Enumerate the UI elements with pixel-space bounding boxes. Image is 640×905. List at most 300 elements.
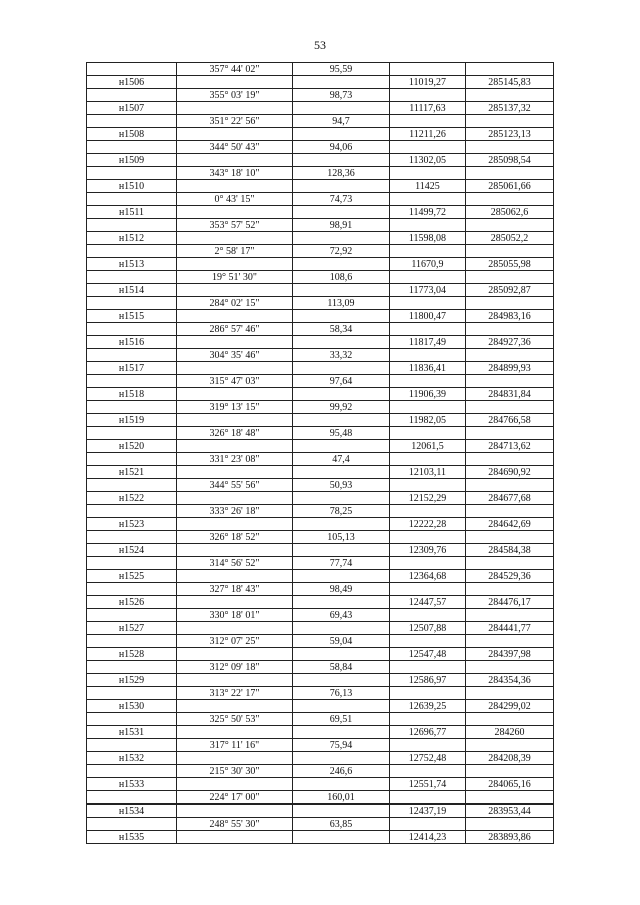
segment-length: 50,93 (293, 479, 390, 492)
empty-cell (87, 739, 177, 752)
empty-cell (390, 219, 466, 232)
empty-cell (177, 804, 293, 818)
coordinate-y: 284584,38 (466, 544, 554, 557)
empty-cell (466, 505, 554, 518)
empty-cell (390, 479, 466, 492)
direction-angle: 0° 43' 15" (177, 193, 293, 206)
coordinate-y: 283953,44 (466, 804, 554, 818)
segment-length: 97,64 (293, 375, 390, 388)
empty-cell (177, 336, 293, 349)
segment-length: 98,49 (293, 583, 390, 596)
point-name: н1532 (87, 752, 177, 765)
point-row (87, 831, 554, 844)
empty-cell (293, 284, 390, 297)
coordinate-y: 283893,86 (466, 831, 554, 844)
segment-row (87, 479, 554, 492)
empty-cell (177, 128, 293, 141)
coordinate-x: 12222,28 (390, 518, 466, 531)
point-name: н1510 (87, 180, 177, 193)
coordinate-x: 12586,97 (390, 674, 466, 687)
point-name: н1531 (87, 726, 177, 739)
point-name: н1517 (87, 362, 177, 375)
empty-cell (87, 479, 177, 492)
point-name: н1522 (87, 492, 177, 505)
coordinate-y: 284766,58 (466, 414, 554, 427)
direction-angle: 19° 51' 30" (177, 271, 293, 284)
coordinate-x: 11598,08 (390, 232, 466, 245)
point-row (87, 700, 554, 713)
point-row (87, 258, 554, 271)
empty-cell (390, 297, 466, 310)
empty-cell (87, 115, 177, 128)
segment-row (87, 687, 554, 700)
point-name: н1520 (87, 440, 177, 453)
direction-angle: 327° 18' 43" (177, 583, 293, 596)
coordinate-y: 284713,62 (466, 440, 554, 453)
segment-row (87, 323, 554, 336)
direction-angle: 355° 03' 19" (177, 89, 293, 102)
coordinate-x: 11670,9 (390, 258, 466, 271)
empty-cell (177, 310, 293, 323)
coordinate-y: 284642,69 (466, 518, 554, 531)
direction-angle: 357° 44' 02" (177, 63, 293, 76)
segment-row (87, 427, 554, 440)
empty-cell (293, 492, 390, 505)
empty-cell (293, 752, 390, 765)
empty-cell (177, 440, 293, 453)
segment-length: 94,06 (293, 141, 390, 154)
empty-cell (87, 791, 177, 805)
empty-cell (87, 661, 177, 674)
coordinates-table (86, 62, 554, 844)
empty-cell (390, 245, 466, 258)
point-row (87, 440, 554, 453)
segment-row (87, 739, 554, 752)
coordinate-y: 284690,92 (466, 466, 554, 479)
point-name: н1506 (87, 76, 177, 89)
coordinate-y: 284476,17 (466, 596, 554, 609)
empty-cell (87, 323, 177, 336)
empty-cell (87, 167, 177, 180)
segment-row (87, 297, 554, 310)
segment-row (87, 115, 554, 128)
point-name: н1527 (87, 622, 177, 635)
empty-cell (293, 232, 390, 245)
empty-cell (87, 219, 177, 232)
coordinate-x: 12309,76 (390, 544, 466, 557)
direction-angle: 312° 09' 18" (177, 661, 293, 674)
direction-angle: 304° 35' 46" (177, 349, 293, 362)
empty-cell (177, 258, 293, 271)
empty-cell (466, 609, 554, 622)
direction-angle: 315° 47' 03" (177, 375, 293, 388)
empty-cell (466, 63, 554, 76)
empty-cell (177, 648, 293, 661)
segment-length: 33,32 (293, 349, 390, 362)
point-row (87, 180, 554, 193)
empty-cell (390, 89, 466, 102)
point-row (87, 622, 554, 635)
empty-cell (390, 739, 466, 752)
coordinate-x: 11906,39 (390, 388, 466, 401)
point-row (87, 76, 554, 89)
empty-cell (466, 557, 554, 570)
empty-cell (466, 193, 554, 206)
segment-row (87, 167, 554, 180)
empty-cell (390, 635, 466, 648)
coordinate-y: 285145,83 (466, 76, 554, 89)
empty-cell (293, 831, 390, 844)
empty-cell (293, 544, 390, 557)
coordinate-x: 11117,63 (390, 102, 466, 115)
segment-length: 78,25 (293, 505, 390, 518)
direction-angle: 2° 58' 17" (177, 245, 293, 258)
empty-cell (87, 505, 177, 518)
coordinate-y: 284397,98 (466, 648, 554, 661)
coordinate-y: 285123,13 (466, 128, 554, 141)
empty-cell (177, 570, 293, 583)
empty-cell (177, 544, 293, 557)
coordinate-x: 11019,27 (390, 76, 466, 89)
empty-cell (87, 401, 177, 414)
coordinate-x: 11817,49 (390, 336, 466, 349)
segment-row (87, 193, 554, 206)
point-row (87, 752, 554, 765)
coordinate-y: 285098,54 (466, 154, 554, 167)
empty-cell (87, 818, 177, 831)
coordinate-x: 12752,48 (390, 752, 466, 765)
empty-cell (177, 362, 293, 375)
point-row (87, 492, 554, 505)
empty-cell (390, 531, 466, 544)
coordinate-x: 12152,29 (390, 492, 466, 505)
point-name: н1534 (87, 804, 177, 818)
point-name: н1516 (87, 336, 177, 349)
empty-cell (293, 180, 390, 193)
segment-length: 108,6 (293, 271, 390, 284)
empty-cell (87, 297, 177, 310)
empty-cell (466, 245, 554, 258)
segment-length: 246,6 (293, 765, 390, 778)
empty-cell (87, 141, 177, 154)
empty-cell (390, 427, 466, 440)
empty-cell (177, 492, 293, 505)
segment-length: 74,73 (293, 193, 390, 206)
coordinate-y: 284529,36 (466, 570, 554, 583)
point-row (87, 674, 554, 687)
empty-cell (293, 258, 390, 271)
empty-cell (177, 388, 293, 401)
coordinate-x: 11425 (390, 180, 466, 193)
segment-row (87, 818, 554, 831)
point-row (87, 388, 554, 401)
coordinate-x: 12447,57 (390, 596, 466, 609)
empty-cell (293, 102, 390, 115)
empty-cell (466, 818, 554, 831)
segment-row (87, 791, 554, 805)
segment-length: 59,04 (293, 635, 390, 648)
empty-cell (293, 778, 390, 791)
coordinate-x: 12414,23 (390, 831, 466, 844)
point-row (87, 466, 554, 479)
segment-row (87, 349, 554, 362)
coordinate-y: 285055,98 (466, 258, 554, 271)
direction-angle: 326° 18' 52" (177, 531, 293, 544)
direction-angle: 333° 26' 18" (177, 505, 293, 518)
point-name: н1528 (87, 648, 177, 661)
point-name: н1524 (87, 544, 177, 557)
empty-cell (293, 154, 390, 167)
point-name: н1514 (87, 284, 177, 297)
direction-angle: 319° 13' 15" (177, 401, 293, 414)
point-row (87, 154, 554, 167)
point-row (87, 336, 554, 349)
point-name: н1533 (87, 778, 177, 791)
empty-cell (390, 687, 466, 700)
empty-cell (87, 63, 177, 76)
direction-angle: 284° 02' 15" (177, 297, 293, 310)
coordinate-y: 284260 (466, 726, 554, 739)
empty-cell (177, 622, 293, 635)
coordinate-y: 285052,2 (466, 232, 554, 245)
segment-row (87, 245, 554, 258)
point-name: н1519 (87, 414, 177, 427)
empty-cell (466, 401, 554, 414)
point-name: н1512 (87, 232, 177, 245)
empty-cell (177, 596, 293, 609)
coordinate-x: 12639,25 (390, 700, 466, 713)
empty-cell (177, 102, 293, 115)
segment-row (87, 375, 554, 388)
point-row (87, 206, 554, 219)
empty-cell (466, 427, 554, 440)
segment-length: 77,74 (293, 557, 390, 570)
empty-cell (177, 674, 293, 687)
empty-cell (466, 219, 554, 232)
empty-cell (466, 531, 554, 544)
direction-angle: 343° 18' 10" (177, 167, 293, 180)
empty-cell (177, 831, 293, 844)
segment-row (87, 505, 554, 518)
coordinates-table-body (87, 63, 554, 844)
empty-cell (87, 557, 177, 570)
coordinate-y: 285092,87 (466, 284, 554, 297)
direction-angle: 312° 07' 25" (177, 635, 293, 648)
direction-angle: 248° 55' 30" (177, 818, 293, 831)
segment-length: 95,48 (293, 427, 390, 440)
empty-cell (466, 141, 554, 154)
empty-cell (87, 713, 177, 726)
empty-cell (293, 440, 390, 453)
empty-cell (293, 648, 390, 661)
coordinate-x: 11302,05 (390, 154, 466, 167)
point-name: н1507 (87, 102, 177, 115)
point-row (87, 310, 554, 323)
point-name: н1521 (87, 466, 177, 479)
coordinate-y: 284354,36 (466, 674, 554, 687)
empty-cell (87, 375, 177, 388)
direction-angle: 314° 56' 52" (177, 557, 293, 570)
empty-cell (390, 713, 466, 726)
segment-length: 63,85 (293, 818, 390, 831)
point-name: н1525 (87, 570, 177, 583)
empty-cell (390, 661, 466, 674)
empty-cell (293, 674, 390, 687)
empty-cell (390, 375, 466, 388)
empty-cell (87, 193, 177, 206)
point-row (87, 102, 554, 115)
coordinate-y: 284299,02 (466, 700, 554, 713)
empty-cell (293, 310, 390, 323)
direction-angle: 353° 57' 52" (177, 219, 293, 232)
coordinate-y: 285061,66 (466, 180, 554, 193)
empty-cell (87, 349, 177, 362)
coordinate-x: 11499,72 (390, 206, 466, 219)
empty-cell (293, 726, 390, 739)
empty-cell (390, 193, 466, 206)
empty-cell (390, 63, 466, 76)
empty-cell (293, 128, 390, 141)
point-row (87, 544, 554, 557)
point-name: н1530 (87, 700, 177, 713)
segment-row (87, 141, 554, 154)
empty-cell (390, 453, 466, 466)
empty-cell (87, 765, 177, 778)
empty-cell (466, 115, 554, 128)
empty-cell (390, 583, 466, 596)
empty-cell (293, 388, 390, 401)
direction-angle: 351° 22' 56" (177, 115, 293, 128)
empty-cell (177, 76, 293, 89)
point-row (87, 232, 554, 245)
empty-cell (390, 167, 466, 180)
direction-angle: 313° 22' 17" (177, 687, 293, 700)
empty-cell (87, 583, 177, 596)
empty-cell (390, 765, 466, 778)
point-name: н1526 (87, 596, 177, 609)
segment-row (87, 219, 554, 232)
coordinate-x: 12507,88 (390, 622, 466, 635)
empty-cell (390, 323, 466, 336)
segment-row (87, 63, 554, 76)
point-name: н1509 (87, 154, 177, 167)
segment-length: 160,01 (293, 791, 390, 805)
coordinate-x: 11982,05 (390, 414, 466, 427)
direction-angle: 344° 55' 56" (177, 479, 293, 492)
coordinate-y: 284927,36 (466, 336, 554, 349)
segment-length: 105,13 (293, 531, 390, 544)
point-row (87, 284, 554, 297)
empty-cell (390, 401, 466, 414)
empty-cell (177, 154, 293, 167)
coordinate-x: 12696,77 (390, 726, 466, 739)
point-row (87, 596, 554, 609)
empty-cell (177, 726, 293, 739)
empty-cell (177, 206, 293, 219)
empty-cell (390, 791, 466, 805)
coordinate-x: 11800,47 (390, 310, 466, 323)
empty-cell (466, 297, 554, 310)
empty-cell (87, 531, 177, 544)
empty-cell (466, 271, 554, 284)
empty-cell (177, 180, 293, 193)
empty-cell (293, 466, 390, 479)
point-row (87, 648, 554, 661)
empty-cell (293, 700, 390, 713)
segment-row (87, 583, 554, 596)
coordinate-x: 12364,68 (390, 570, 466, 583)
coordinate-x: 12551,74 (390, 778, 466, 791)
empty-cell (177, 466, 293, 479)
point-row (87, 570, 554, 583)
empty-cell (390, 818, 466, 831)
coordinate-x: 11211,26 (390, 128, 466, 141)
empty-cell (466, 375, 554, 388)
empty-cell (466, 349, 554, 362)
coordinate-y: 285062,6 (466, 206, 554, 219)
empty-cell (87, 453, 177, 466)
empty-cell (87, 609, 177, 622)
coordinate-x: 12061,5 (390, 440, 466, 453)
empty-cell (466, 479, 554, 492)
coordinate-y: 284441,77 (466, 622, 554, 635)
point-name: н1535 (87, 831, 177, 844)
segment-row (87, 271, 554, 284)
empty-cell (466, 661, 554, 674)
point-name: н1513 (87, 258, 177, 271)
coordinate-y: 285137,32 (466, 102, 554, 115)
point-name: н1523 (87, 518, 177, 531)
direction-angle: 224° 17' 00" (177, 791, 293, 805)
direction-angle: 331° 23' 08" (177, 453, 293, 466)
segment-length: 47,4 (293, 453, 390, 466)
direction-angle: 325° 50' 53" (177, 713, 293, 726)
segment-length: 72,92 (293, 245, 390, 258)
segment-length: 69,43 (293, 609, 390, 622)
empty-cell (177, 778, 293, 791)
point-name: н1508 (87, 128, 177, 141)
direction-angle: 326° 18' 48" (177, 427, 293, 440)
point-row (87, 518, 554, 531)
segment-length: 99,92 (293, 401, 390, 414)
empty-cell (466, 713, 554, 726)
empty-cell (466, 791, 554, 805)
segment-row (87, 557, 554, 570)
empty-cell (177, 414, 293, 427)
segment-row (87, 635, 554, 648)
point-row (87, 128, 554, 141)
empty-cell (466, 687, 554, 700)
empty-cell (466, 635, 554, 648)
segment-length: 113,09 (293, 297, 390, 310)
point-row (87, 414, 554, 427)
segment-length: 69,51 (293, 713, 390, 726)
coordinate-y: 284983,16 (466, 310, 554, 323)
empty-cell (390, 115, 466, 128)
point-name: н1515 (87, 310, 177, 323)
coordinate-y: 284677,68 (466, 492, 554, 505)
empty-cell (293, 622, 390, 635)
point-name: н1529 (87, 674, 177, 687)
coordinate-x: 12103,11 (390, 466, 466, 479)
empty-cell (87, 89, 177, 102)
segment-row (87, 609, 554, 622)
direction-angle: 286° 57' 46" (177, 323, 293, 336)
point-row (87, 726, 554, 739)
empty-cell (293, 362, 390, 375)
empty-cell (177, 752, 293, 765)
empty-cell (390, 349, 466, 362)
